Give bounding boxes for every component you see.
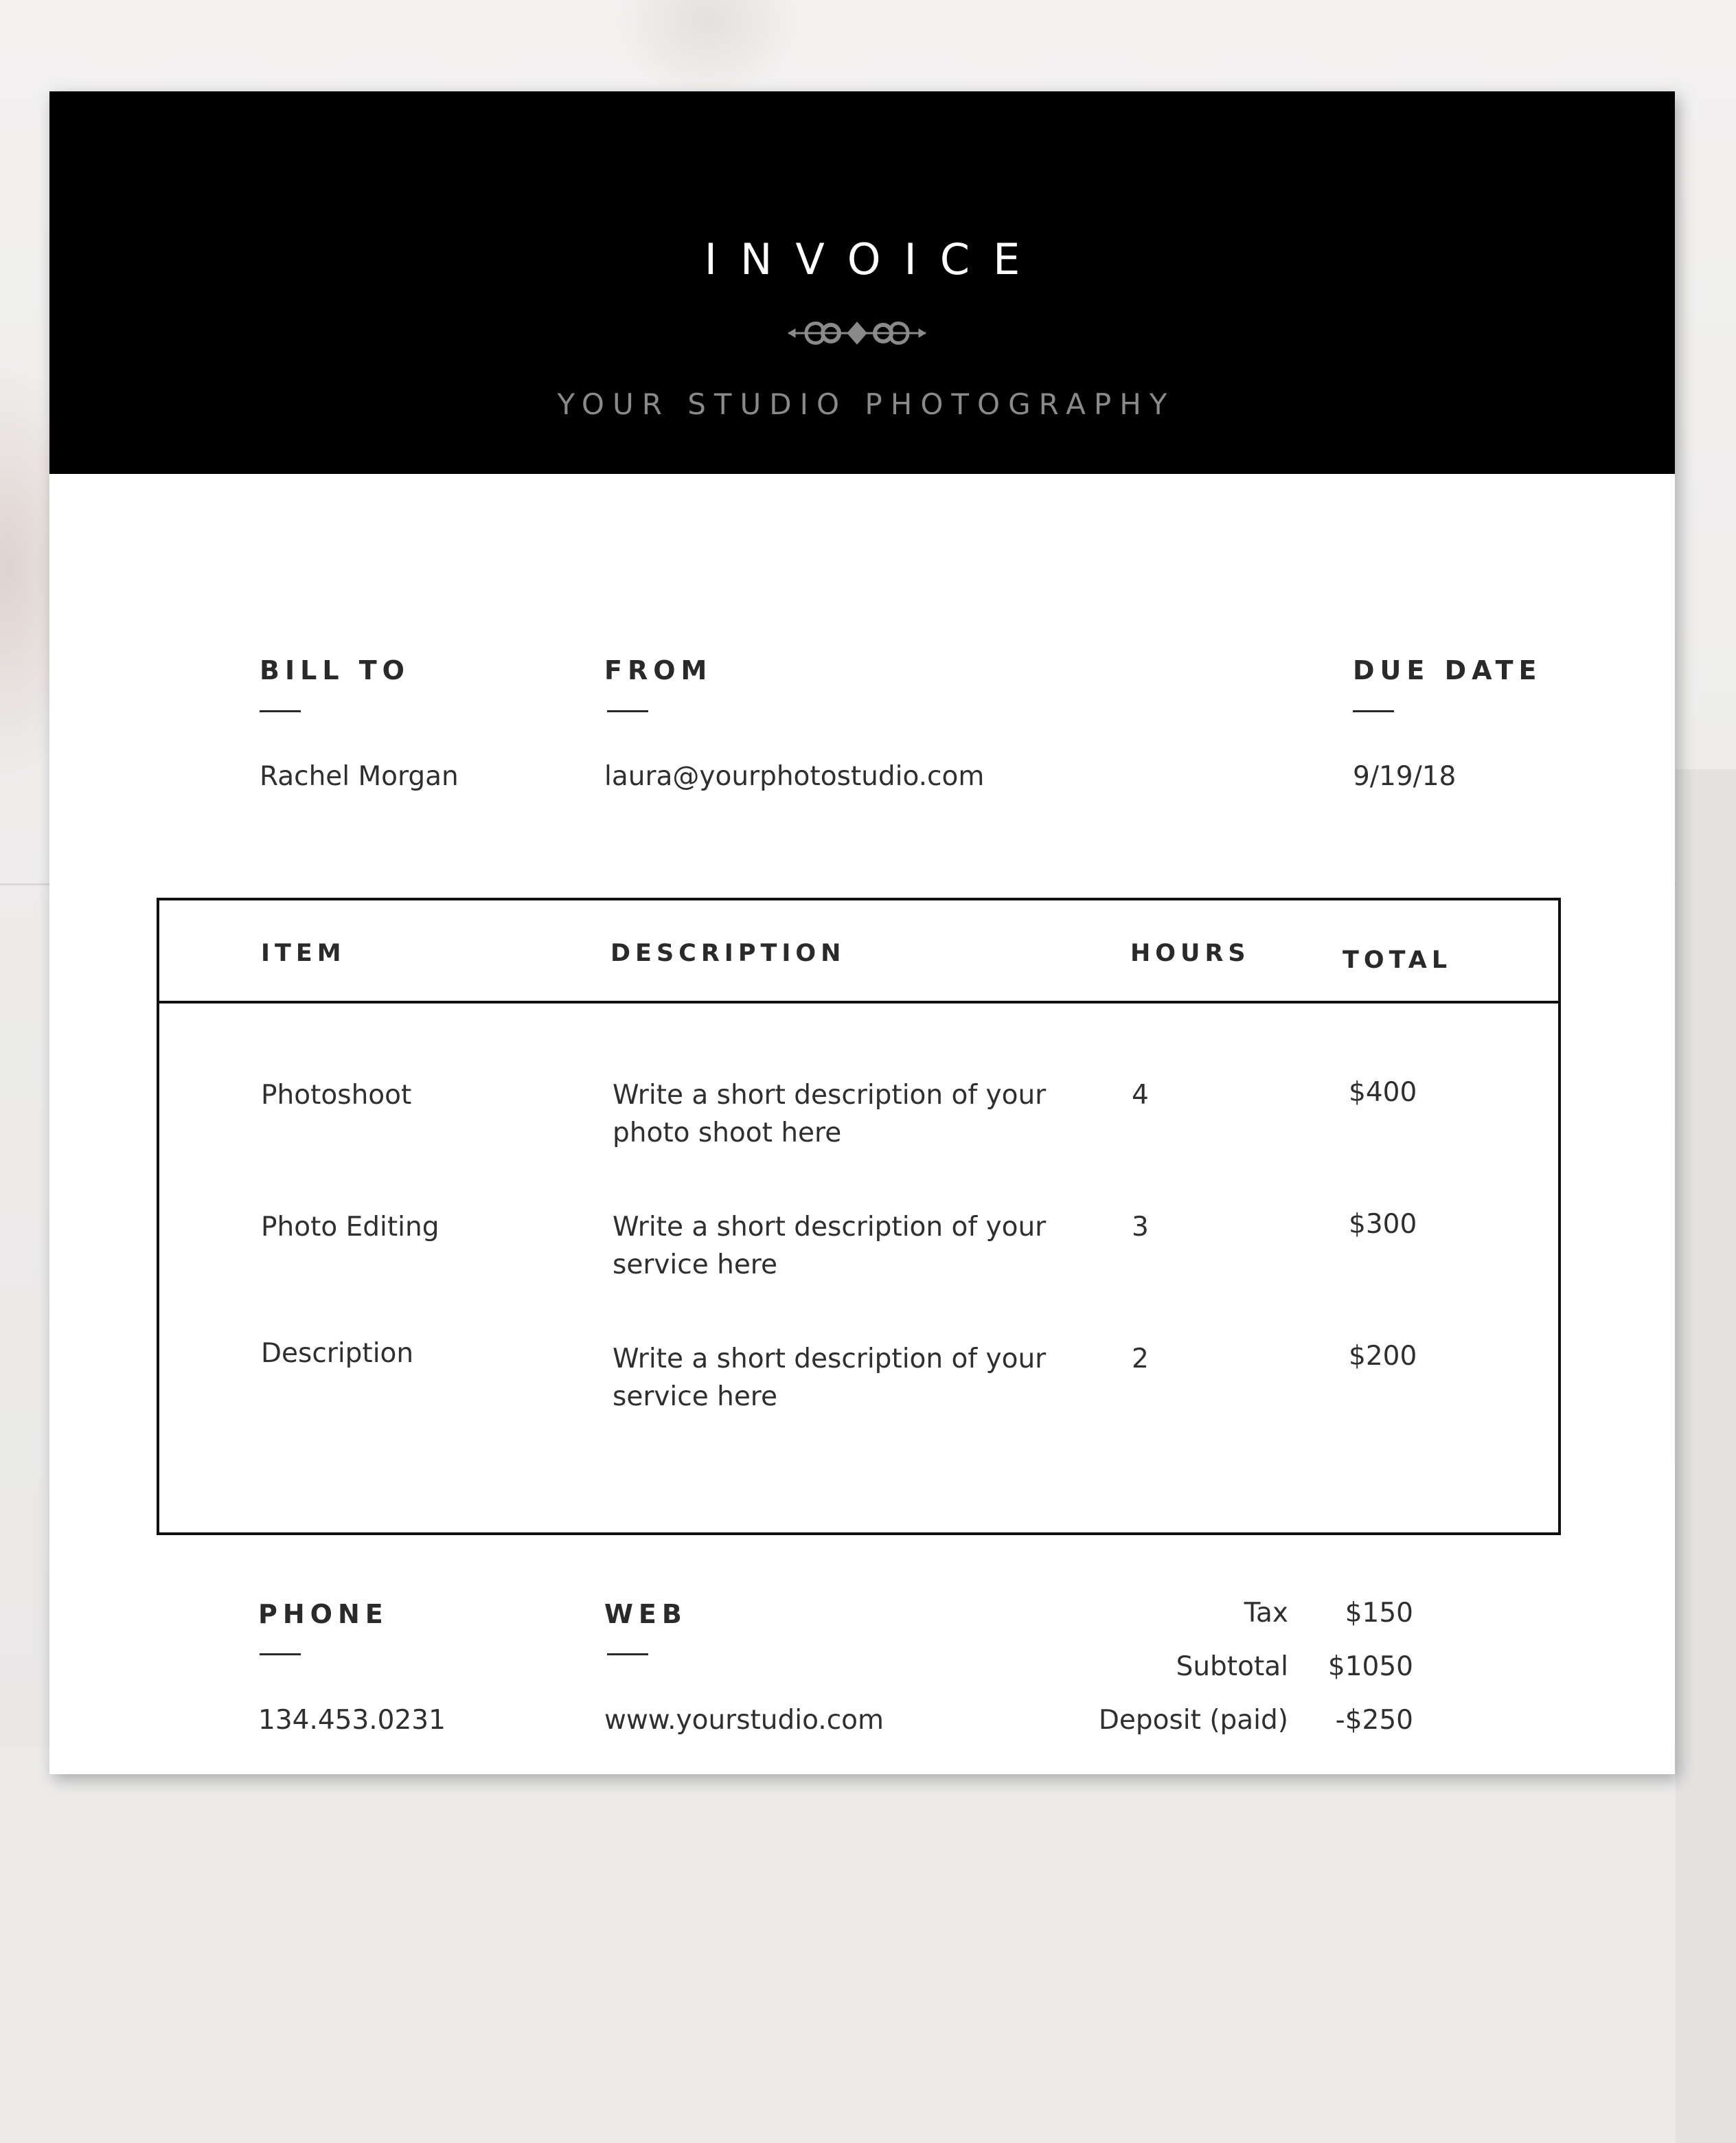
summary-value: $150 [1345,1598,1413,1629]
row-description: Write a short description of your service here [613,1212,1047,1280]
web-label: WEB [604,1599,687,1629]
row-hours: 4 [1132,1080,1149,1111]
due-date-label: DUE DATE [1353,655,1542,685]
invoice-title: INVOICE [704,234,1044,284]
column-header-description: DESCRIPTION [610,940,846,967]
summary-label: Deposit (paid) [1098,1705,1288,1736]
flourish-ornament-icon [786,313,928,354]
studio-name: YOUR STUDIO PHOTOGRAPHY [557,387,1176,421]
line-items-table [157,898,1561,1535]
row-total: $300 [1349,1209,1417,1240]
web-divider [607,1653,648,1655]
column-header-hours: HOURS [1130,940,1250,967]
row-hours: 3 [1132,1212,1149,1243]
row-item: Description [261,1338,414,1369]
invoice-sheet [49,91,1675,1774]
column-header-total: TOTAL [1343,946,1452,974]
row-hours: 2 [1132,1343,1149,1374]
bill-to-divider [260,710,301,712]
row-description: Write a short description of your photo shoot here [613,1080,1047,1148]
phone-value: 134.453.0231 [258,1705,446,1736]
phone-divider [260,1653,301,1655]
due-date-value: 9/19/18 [1353,761,1457,792]
from-value: laura@yourphotostudio.com [604,761,985,792]
bill-to-value: Rachel Morgan [260,761,459,792]
summary-label: Tax [1244,1598,1288,1629]
summary-value: -$250 [1335,1705,1413,1736]
due-date-divider [1353,710,1394,712]
phone-label: PHONE [258,1599,389,1629]
backdrop-petal-blur [618,0,797,96]
row-item: Photo Editing [261,1212,439,1243]
bill-to-label: BILL TO [260,655,410,685]
header-banner [49,91,1675,474]
from-label: FROM [604,655,713,685]
backdrop-edge [1676,769,1736,2143]
web-value: www.yourstudio.com [604,1705,884,1736]
from-divider [607,710,648,712]
row-total: $200 [1349,1341,1417,1372]
summary-label: Subtotal [1176,1651,1288,1682]
column-header-item: ITEM [261,940,346,967]
table-header-divider [159,1001,1558,1004]
row-total: $400 [1349,1077,1417,1108]
row-item: Photoshoot [261,1080,412,1111]
row-description: Write a short description of your service here [613,1343,1047,1412]
summary-value: $1050 [1327,1651,1413,1682]
